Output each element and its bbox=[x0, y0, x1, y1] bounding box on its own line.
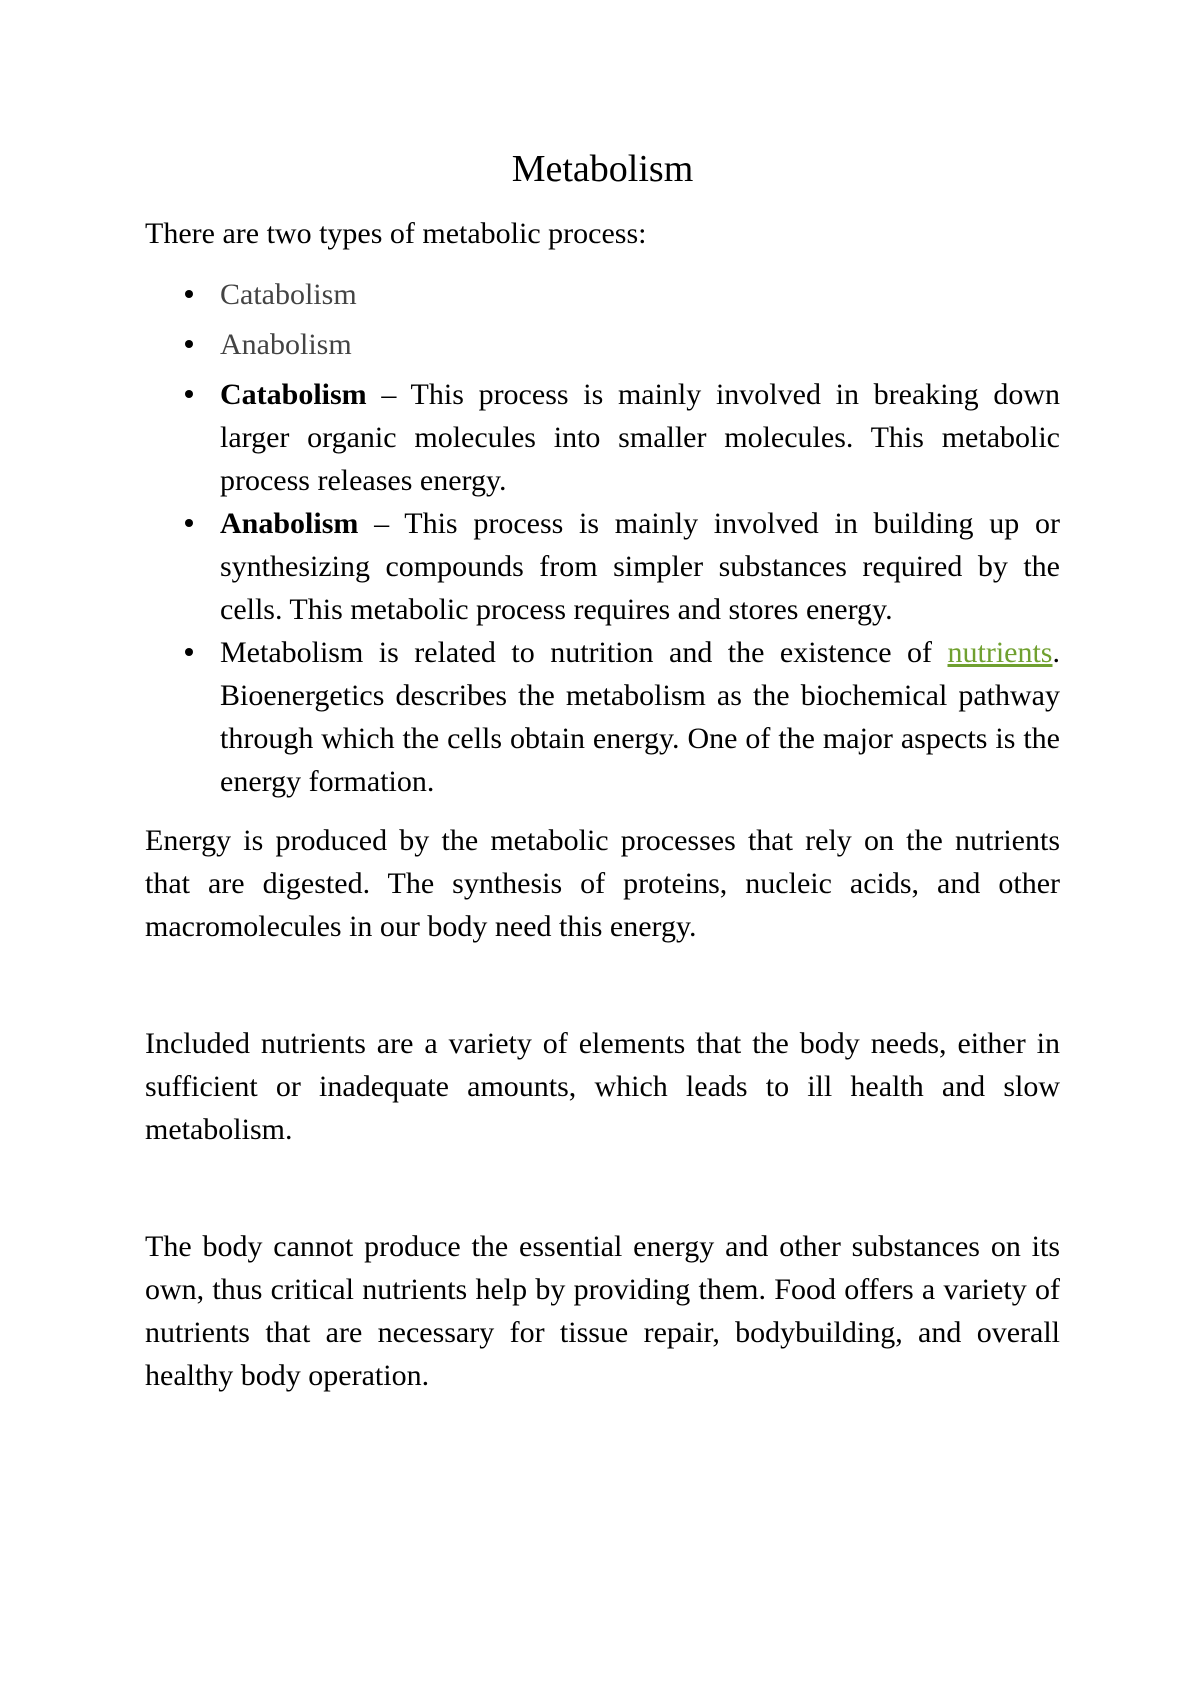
list-item-anabolism-definition bbox=[220, 502, 1060, 631]
document-page bbox=[145, 140, 1060, 1397]
intro-text: There are two types of metabolic process: bbox=[145, 217, 647, 250]
nutrition-text-before: Metabolism is related to nutrition and the existence of bbox=[220, 636, 948, 669]
list-item-nutrition bbox=[220, 631, 1060, 803]
nutrients-link[interactable]: nutrients bbox=[947, 636, 1053, 669]
paragraph-body: The body cannot produce the essential energy and other substances on its own, thus critical nutrients help by providing them. Food offers a variety of nutrients that are necessary for tissue repair, bodybuilding, and overall healthy body operation. bbox=[145, 1230, 1060, 1392]
list-item-catabolism-definition bbox=[220, 373, 1060, 502]
paragraph-spacer bbox=[145, 948, 1060, 1022]
anabolism-term: Anabolism bbox=[220, 507, 359, 540]
list-item-anabolism: Anabolism bbox=[220, 323, 1060, 366]
paragraph-energy: Energy is produced by the metabolic processes that rely on the nutrients that are digested. The synthesis of proteins, nucleic acids, and other macromolecules in our body need this energy. bbox=[145, 824, 1060, 943]
anabolism-description: – This process is mainly involved in building up or synthesizing compounds from simpler substances required by the cells. This metabolic process requires and stores energy. bbox=[220, 507, 1060, 626]
metabolism-list bbox=[145, 273, 1060, 803]
paragraph-spacer bbox=[145, 1151, 1060, 1225]
list-item-catabolism: Catabolism bbox=[220, 273, 1060, 316]
catabolism-term: Catabolism bbox=[220, 378, 367, 411]
page-title: Metabolism bbox=[511, 148, 694, 190]
paragraph-nutrients: Included nutrients are a variety of elements that the body needs, either in sufficient or inadequate amounts, which leads to ill health and slow metabolism. bbox=[145, 1027, 1060, 1146]
nutrition-text-after: . Bioenergetics describes the metabolism as the biochemical pathway through which the cells obtain energy. One of the major aspects is the energy formation. bbox=[220, 636, 1060, 798]
catabolism-description: – This process is mainly involved in breaking down larger organic molecules into smaller molecules. This metabolic process releases energy. bbox=[220, 378, 1060, 497]
